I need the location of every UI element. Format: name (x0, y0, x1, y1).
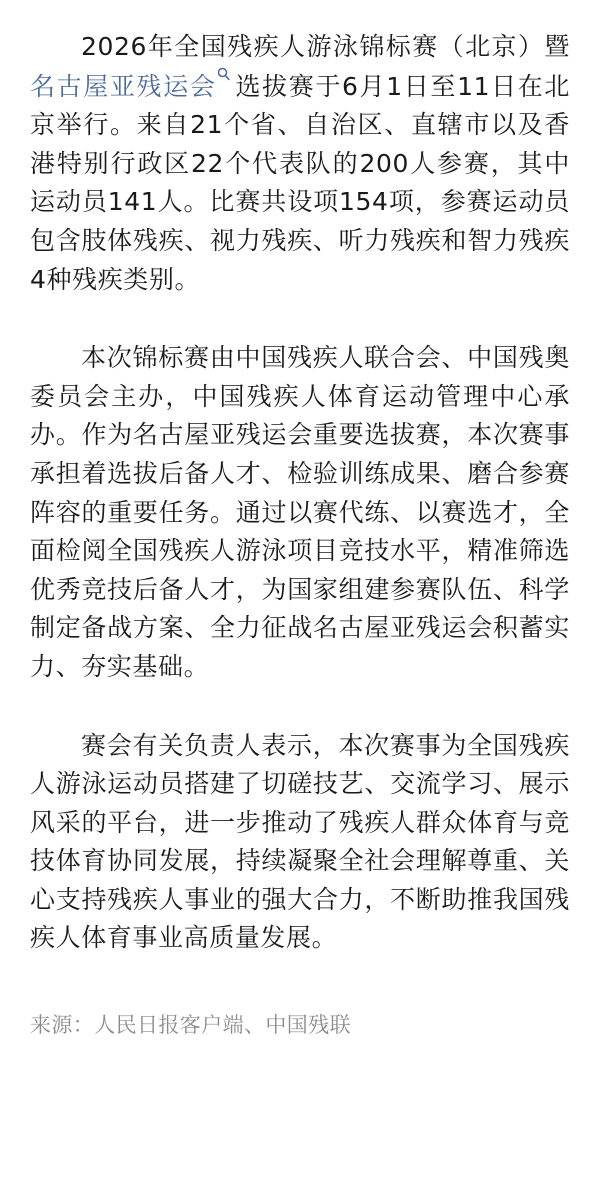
search-icon[interactable] (217, 67, 230, 81)
search-link-nagoya-asian-para-games[interactable] (30, 72, 234, 101)
paragraph-1-text-before-link: 2026年全国残疾人游泳锦标赛（北京）暨 (81, 32, 570, 61)
paragraph-1 (30, 28, 570, 299)
paragraph-3: 赛会有关负责人表示，本次赛事为全国残疾人游泳运动员搭建了切磋技艺、交流学习、展示风采的平台，进一步推动了残疾人群众体育与竞技体育协同发展，持续凝聚全社会理解尊重、关心支持残疾人事业的强大合力，不断助推我国残疾人体育事业高质量发展。 (30, 730, 570, 953)
paragraph-2: 本次锦标赛由中国残疾人联合会、中国残奥委员会主办，中国残疾人体育运动管理中心承办。作为名古屋亚残运会重要选拔赛，本次赛事承担着选拔后备人才、检验训练成果、磨合参赛阵容的重要任务。通过以赛代练、以赛选才，全面检阅全国残疾人游泳项目竞技水平，精准筛选优秀竞技后备人才，为国家组建参赛队伍、科学制定备战方案、全力征战名古屋亚残运会积蓄实力、夯实基础。 (30, 343, 570, 681)
search-link-label[interactable]: 名古屋亚残运会 (30, 71, 217, 101)
paragraph-1-text-after-link: 选拔赛于6月1日至11日在北京举行。来自21个省、自治区、直辖市以及香港特别行政区22个代表队的200人参赛，其中运动员141人。比赛共设项154项，参赛运动员包含肢体残疾、视力残疾、听力残疾和智力残疾4种残疾类别。 (30, 71, 570, 294)
article-source: 来源：人民日报客户端、中国残联 (30, 1013, 351, 1038)
